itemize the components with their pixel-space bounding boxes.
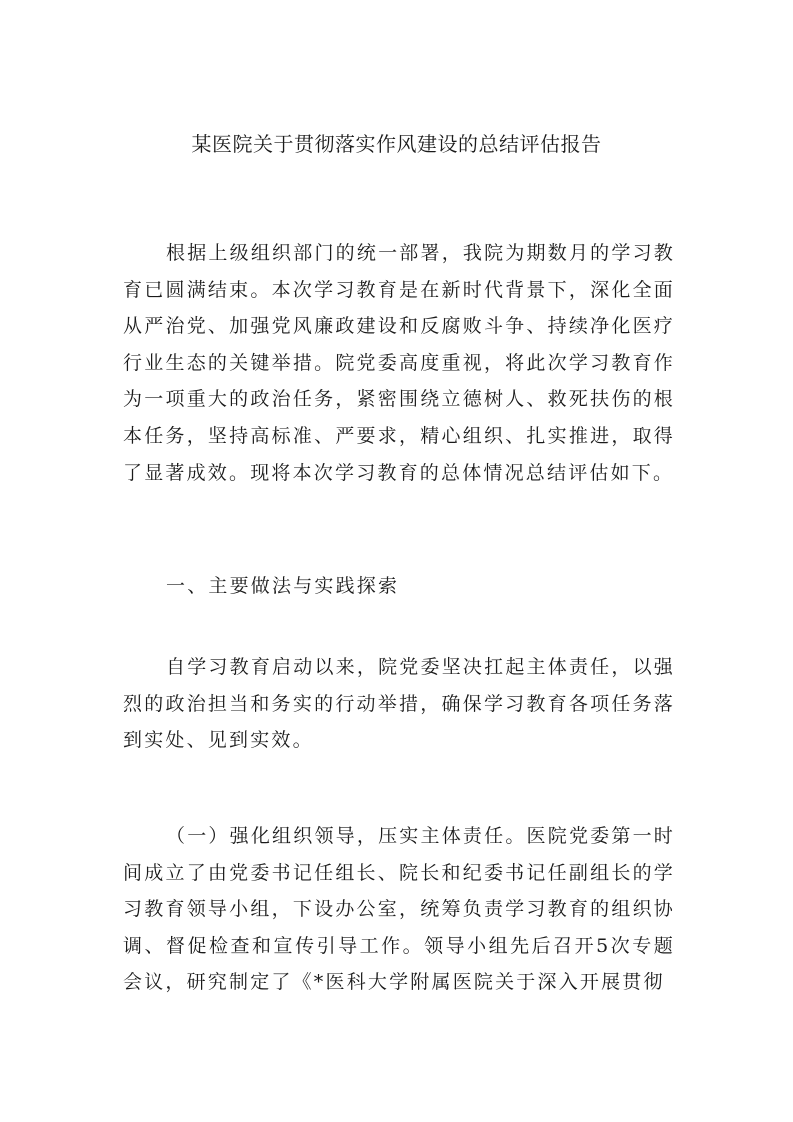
section1-intro-paragraph: 自学习教育启动以来，院党委坚决扛起主体责任，以强烈的政治担当和务实的行动举措，确保学习教育各项任务落到实处、见到实效。: [123, 656, 675, 752]
section-heading-1: 一、主要做法与实践探索: [166, 575, 400, 597]
intro-paragraph: 根据上级组织部门的统一部署，我院为期数月的学习教育已圆满结束。本次学习教育是在新时代背景下，深化全面从严治党、加强党风廉政建设和反腐败斗争、持续净化医疗行业生态的关键举措。院党委高度重视，将此次学习教育作为一项重大的政治任务，紧密围绕立德树人、救死扶伤的根本任务，坚持高标准、严要求，精心组织、扎实推进，取得了显著成效。现将本次学习教育的总体情况总结评估如下。: [123, 242, 675, 484]
section1-item1-paragraph: （一）强化组织领导，压实主体责任。医院党委第一时间成立了由党委书记任组长、院长和纪委书记任副组长的学习教育领导小组，下设办公室，统筹负责学习教育的组织协调、督促检查和宣传引导工作。领导小组先后召开5次专题会议，研究制定了《*医科大学附属医院关于深入开展贯彻: [123, 825, 675, 994]
document-title: 某医院关于贯彻落实作风建设的总结评估报告: [191, 132, 602, 156]
